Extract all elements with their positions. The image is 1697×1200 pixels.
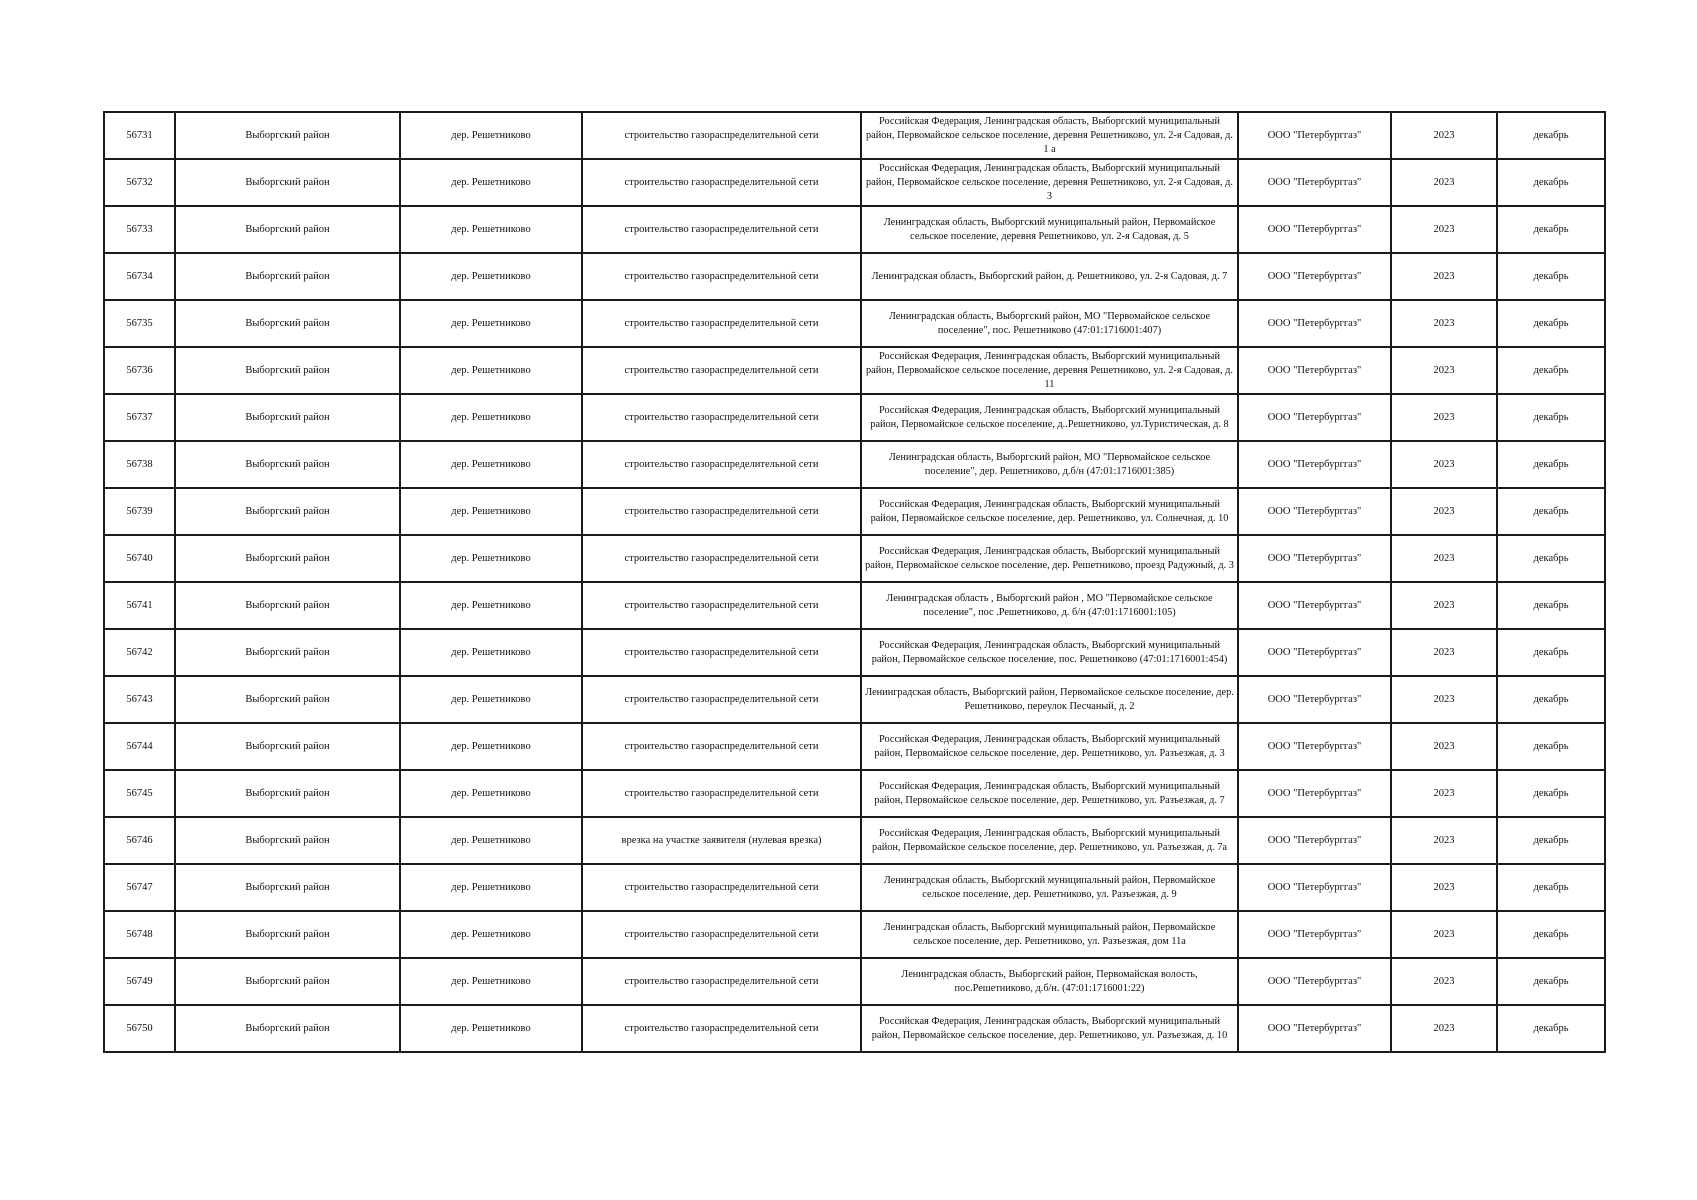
cell-settlement: дер. Решетниково [400,1005,582,1052]
cell-settlement: дер. Решетниково [400,112,582,159]
cell-record-number: 56736 [104,347,175,394]
cell-address: Российская Федерация, Ленинградская область, Выборгский муниципальный район, Первомайское сельское поселение, дер. Решетниково, ул. Разъезжая, д. 7а [861,817,1238,864]
cell-organization: ООО "Петербурггаз" [1238,112,1391,159]
table-row [104,958,1605,1005]
cell-month: декабрь [1497,817,1605,864]
cell-address: Ленинградская область, Выборгский муниципальный район, Первомайское сельское поселение, дер. Решетниково, ул. Разъезжая, дом 11а [861,911,1238,958]
cell-settlement: дер. Решетниково [400,817,582,864]
cell-year: 2023 [1391,394,1497,441]
cell-address: Российская Федерация, Ленинградская область, Выборгский муниципальный район, Первомайское сельское поселение, деревня Решетниково, ул. 2-я Садовая, д. 1 а [861,112,1238,159]
cell-year: 2023 [1391,300,1497,347]
cell-year: 2023 [1391,582,1497,629]
cell-address: Российская Федерация, Ленинградская область, Выборгский муниципальный район, Первомайское сельское поселение, дер. Решетниково, ул. Солнечная, д. 10 [861,488,1238,535]
cell-district: Выборгский район [175,394,400,441]
cell-year: 2023 [1391,488,1497,535]
cell-record-number: 56750 [104,1005,175,1052]
cell-year: 2023 [1391,535,1497,582]
cell-month: декабрь [1497,206,1605,253]
cell-address: Российская Федерация, Ленинградская область, Выборгский муниципальный район, Первомайское сельское поселение, деревня Решетниково, ул. 2-я Садовая, д. 3 [861,159,1238,206]
cell-address: Российская Федерация, Ленинградская область, Выборгский муниципальный район, Первомайское сельское поселение, д..Решетниково, ул.Туристическая, д. 8 [861,394,1238,441]
cell-year: 2023 [1391,958,1497,1005]
cell-settlement: дер. Решетниково [400,911,582,958]
cell-month: декабрь [1497,347,1605,394]
cell-settlement: дер. Решетниково [400,582,582,629]
cell-district: Выборгский район [175,817,400,864]
cell-settlement: дер. Решетниково [400,770,582,817]
cell-district: Выборгский район [175,676,400,723]
cell-district: Выборгский район [175,770,400,817]
cell-settlement: дер. Решетниково [400,723,582,770]
cell-year: 2023 [1391,676,1497,723]
table-row [104,347,1605,394]
cell-month: декабрь [1497,723,1605,770]
table-row [104,394,1605,441]
cell-record-number: 56748 [104,911,175,958]
cell-work-type: строительство газораспределительной сети [582,723,861,770]
cell-year: 2023 [1391,441,1497,488]
cell-organization: ООО "Петербурггаз" [1238,723,1391,770]
cell-address: Российская Федерация, Ленинградская область, Выборгский муниципальный район, Первомайское сельское поселение, дер. Решетниково, ул. Разъезжая, д. 3 [861,723,1238,770]
cell-address: Ленинградская область , Выборгский район , МО "Первомайское сельское поселение", пос .Решетниково, д. б/н (47:01:1716001:105) [861,582,1238,629]
document-page [103,111,1604,1053]
cell-work-type: строительство газораспределительной сети [582,347,861,394]
cell-work-type: строительство газораспределительной сети [582,394,861,441]
cell-year: 2023 [1391,911,1497,958]
cell-year: 2023 [1391,253,1497,300]
cell-year: 2023 [1391,1005,1497,1052]
cell-organization: ООО "Петербурггаз" [1238,958,1391,1005]
table-row [104,441,1605,488]
registry-table-body [104,112,1605,1052]
cell-work-type: строительство газораспределительной сети [582,629,861,676]
cell-settlement: дер. Решетниково [400,394,582,441]
cell-record-number: 56746 [104,817,175,864]
cell-year: 2023 [1391,206,1497,253]
cell-district: Выборгский район [175,582,400,629]
cell-record-number: 56742 [104,629,175,676]
cell-settlement: дер. Решетниково [400,958,582,1005]
cell-work-type: строительство газораспределительной сети [582,535,861,582]
cell-year: 2023 [1391,112,1497,159]
cell-record-number: 56738 [104,441,175,488]
cell-settlement: дер. Решетниково [400,300,582,347]
cell-work-type: строительство газораспределительной сети [582,864,861,911]
gasification-registry-table [103,111,1606,1053]
table-row [104,253,1605,300]
cell-district: Выборгский район [175,441,400,488]
cell-settlement: дер. Решетниково [400,441,582,488]
cell-year: 2023 [1391,770,1497,817]
cell-year: 2023 [1391,723,1497,770]
table-row [104,535,1605,582]
cell-organization: ООО "Петербурггаз" [1238,629,1391,676]
cell-district: Выборгский район [175,206,400,253]
cell-settlement: дер. Решетниково [400,488,582,535]
cell-district: Выборгский район [175,488,400,535]
cell-district: Выборгский район [175,159,400,206]
cell-work-type: строительство газораспределительной сети [582,770,861,817]
cell-month: декабрь [1497,253,1605,300]
cell-work-type: строительство газораспределительной сети [582,112,861,159]
cell-district: Выборгский район [175,253,400,300]
cell-organization: ООО "Петербурггаз" [1238,1005,1391,1052]
cell-year: 2023 [1391,347,1497,394]
cell-settlement: дер. Решетниково [400,206,582,253]
cell-record-number: 56749 [104,958,175,1005]
cell-month: декабрь [1497,770,1605,817]
table-row [104,911,1605,958]
cell-month: декабрь [1497,535,1605,582]
cell-organization: ООО "Петербурггаз" [1238,394,1391,441]
table-row [104,817,1605,864]
cell-work-type: строительство газораспределительной сети [582,300,861,347]
cell-organization: ООО "Петербурггаз" [1238,911,1391,958]
cell-work-type: строительство газораспределительной сети [582,958,861,1005]
cell-month: декабрь [1497,864,1605,911]
table-row [104,159,1605,206]
cell-month: декабрь [1497,441,1605,488]
cell-organization: ООО "Петербурггаз" [1238,253,1391,300]
cell-organization: ООО "Петербурггаз" [1238,159,1391,206]
cell-year: 2023 [1391,629,1497,676]
cell-month: декабрь [1497,629,1605,676]
cell-organization: ООО "Петербурггаз" [1238,864,1391,911]
cell-district: Выборгский район [175,629,400,676]
cell-record-number: 56744 [104,723,175,770]
table-row [104,770,1605,817]
table-row [104,723,1605,770]
cell-month: декабрь [1497,911,1605,958]
cell-district: Выборгский район [175,300,400,347]
cell-record-number: 56737 [104,394,175,441]
table-row [104,1005,1605,1052]
cell-district: Выборгский район [175,958,400,1005]
cell-month: декабрь [1497,582,1605,629]
table-row [104,112,1605,159]
cell-month: декабрь [1497,958,1605,1005]
cell-address: Ленинградская область, Выборгский район, д. Решетниково, ул. 2-я Садовая, д. 7 [861,253,1238,300]
cell-record-number: 56734 [104,253,175,300]
cell-address: Российская Федерация, Ленинградская область, Выборгский муниципальный район, Первомайское сельское поселение, пос. Решетниково (47:01:1716001:454) [861,629,1238,676]
cell-record-number: 56743 [104,676,175,723]
cell-work-type: врезка на участке заявителя (нулевая врезка) [582,817,861,864]
cell-organization: ООО "Петербурггаз" [1238,535,1391,582]
cell-record-number: 56731 [104,112,175,159]
cell-organization: ООО "Петербурггаз" [1238,488,1391,535]
cell-organization: ООО "Петербурггаз" [1238,676,1391,723]
cell-district: Выборгский район [175,112,400,159]
cell-settlement: дер. Решетниково [400,253,582,300]
cell-address: Российская Федерация, Ленинградская область, Выборгский муниципальный район, Первомайское сельское поселение, дер. Решетниково, ул. Разъезжая, д. 10 [861,1005,1238,1052]
cell-month: декабрь [1497,112,1605,159]
cell-district: Выборгский район [175,535,400,582]
cell-record-number: 56745 [104,770,175,817]
cell-month: декабрь [1497,159,1605,206]
cell-settlement: дер. Решетниково [400,159,582,206]
cell-settlement: дер. Решетниково [400,676,582,723]
cell-record-number: 56733 [104,206,175,253]
cell-work-type: строительство газораспределительной сети [582,206,861,253]
table-row [104,300,1605,347]
cell-settlement: дер. Решетниково [400,629,582,676]
cell-record-number: 56732 [104,159,175,206]
cell-record-number: 56741 [104,582,175,629]
cell-settlement: дер. Решетниково [400,347,582,394]
cell-district: Выборгский район [175,864,400,911]
cell-work-type: строительство газораспределительной сети [582,676,861,723]
cell-record-number: 56747 [104,864,175,911]
cell-address: Ленинградская область, Выборгский район, МО "Первомайское сельское поселение", дер. Решетниково, д.б/н (47:01:1716001:385) [861,441,1238,488]
cell-month: декабрь [1497,1005,1605,1052]
cell-work-type: строительство газораспределительной сети [582,253,861,300]
cell-address: Ленинградская область, Выборгский муниципальный район, Первомайское сельское поселение, дер. Решетниково, ул. Разъезжая, д. 9 [861,864,1238,911]
cell-month: декабрь [1497,394,1605,441]
cell-address: Ленинградская область, Выборгский район, МО "Первомайское сельское поселение", пос. Решетниково (47:01:1716001:407) [861,300,1238,347]
cell-address: Российская Федерация, Ленинградская область, Выборгский муниципальный район, Первомайское сельское поселение, дер. Решетниково, ул. Разъезжая, д. 7 [861,770,1238,817]
cell-year: 2023 [1391,817,1497,864]
cell-record-number: 56740 [104,535,175,582]
cell-month: декабрь [1497,488,1605,535]
cell-settlement: дер. Решетниково [400,535,582,582]
cell-year: 2023 [1391,864,1497,911]
cell-district: Выборгский район [175,1005,400,1052]
cell-record-number: 56735 [104,300,175,347]
cell-organization: ООО "Петербурггаз" [1238,770,1391,817]
cell-work-type: строительство газораспределительной сети [582,159,861,206]
cell-work-type: строительство газораспределительной сети [582,582,861,629]
cell-organization: ООО "Петербурггаз" [1238,206,1391,253]
cell-district: Выборгский район [175,911,400,958]
cell-settlement: дер. Решетниково [400,864,582,911]
cell-month: декабрь [1497,676,1605,723]
cell-work-type: строительство газораспределительной сети [582,488,861,535]
cell-month: декабрь [1497,300,1605,347]
cell-organization: ООО "Петербурггаз" [1238,441,1391,488]
cell-address: Российская Федерация, Ленинградская область, Выборгский муниципальный район, Первомайское сельское поселение, дер. Решетниково, проезд Радужный, д. 3 [861,535,1238,582]
cell-work-type: строительство газораспределительной сети [582,911,861,958]
table-row [104,206,1605,253]
cell-work-type: строительство газораспределительной сети [582,1005,861,1052]
cell-year: 2023 [1391,159,1497,206]
cell-address: Ленинградская область, Выборгский муниципальный район, Первомайское сельское поселение, деревня Решетниково, ул. 2-я Садовая, д. 5 [861,206,1238,253]
cell-organization: ООО "Петербурггаз" [1238,817,1391,864]
cell-organization: ООО "Петербурггаз" [1238,347,1391,394]
table-row [104,629,1605,676]
cell-address: Ленинградская область, Выборгский район, Первомайская волость, пос.Решетниково, д.б/н. (47:01:1716001:22) [861,958,1238,1005]
cell-district: Выборгский район [175,723,400,770]
cell-work-type: строительство газораспределительной сети [582,441,861,488]
cell-organization: ООО "Петербурггаз" [1238,300,1391,347]
table-row [104,676,1605,723]
table-row [104,864,1605,911]
cell-record-number: 56739 [104,488,175,535]
cell-organization: ООО "Петербурггаз" [1238,582,1391,629]
table-row [104,488,1605,535]
cell-address: Ленинградская область, Выборгский район, Первомайское сельское поселение, дер. Решетниково, переулок Песчаный, д. 2 [861,676,1238,723]
cell-address: Российская Федерация, Ленинградская область, Выборгский муниципальный район, Первомайское сельское поселение, деревня Решетниково, ул. 2-я Садовая, д. 11 [861,347,1238,394]
table-row [104,582,1605,629]
cell-district: Выборгский район [175,347,400,394]
